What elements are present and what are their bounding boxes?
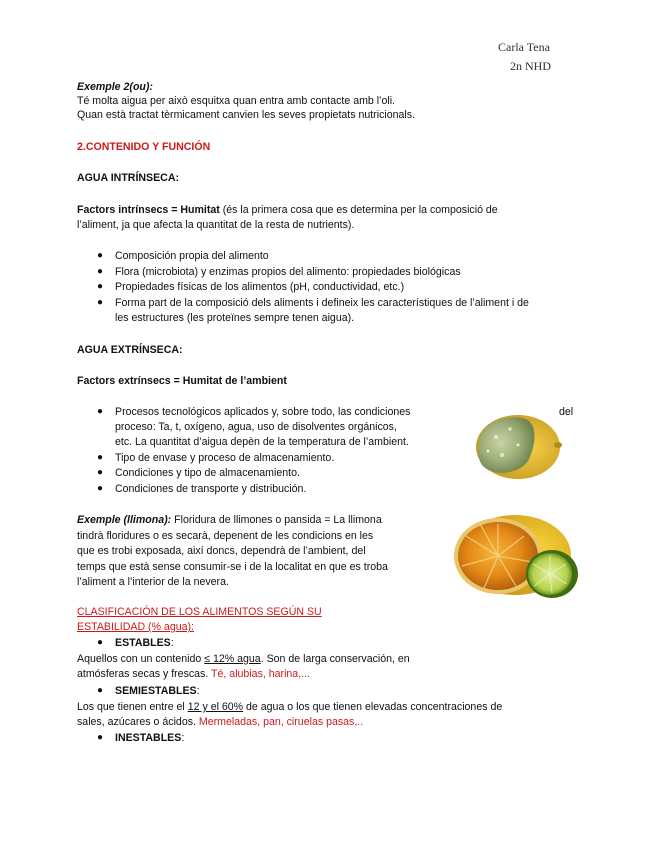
example2-line1: Té molta aigua per això esquitxa quan entra amb contacte amb l’oli. bbox=[77, 95, 395, 107]
estables-text-post: . Son de larga conservación, en bbox=[260, 653, 410, 665]
estables-examples: Té, alubias, harina,... bbox=[211, 668, 310, 680]
bullet-icon: ● bbox=[97, 297, 104, 308]
estables-text-2: atmósferas secas y frescas. bbox=[77, 668, 212, 680]
section-title: 2.CONTENIDO Y FUNCIÓN bbox=[77, 141, 211, 153]
example2-title: Exemple 2(ou): bbox=[77, 81, 153, 93]
semiestables-examples: Mermeladas, pan, ciruelas pasas,.. bbox=[198, 716, 364, 728]
semiestables-range: 12 y el 60% bbox=[187, 701, 244, 713]
list-item-text: Forma part de la composició dels aliments i defineix les característiques de l’aliment i de bbox=[115, 297, 529, 309]
dried-lemon-lime-image bbox=[440, 500, 580, 605]
example-llimona-line5: l’aliment a l’interior de la nevera. bbox=[77, 576, 229, 588]
bullet-icon: ● bbox=[97, 685, 104, 696]
example-llimona-line4: temps que està sense consumir-se i de la localitat en que es troba bbox=[77, 561, 388, 573]
clasificacion-title-line1: CLASIFICACIÓN DE LOS ALIMENTOS SEGÚN SU bbox=[77, 606, 322, 618]
list-item-text: Propiedades físicas de los alimentos (pH, conductividad, etc.) bbox=[115, 281, 405, 293]
inestables-label: ● INESTABLES: bbox=[97, 732, 185, 744]
agua-extrinseca-heading: AGUA EXTRÍNSECA: bbox=[77, 344, 183, 356]
list-item-text: Condiciones de transporte y distribución. bbox=[115, 483, 307, 495]
author-name: Carla Tena bbox=[498, 40, 550, 54]
agua-intrinseca-heading: AGUA INTRÍNSECA: bbox=[77, 172, 180, 184]
list-item bbox=[97, 466, 300, 480]
list-item-text: Composición propia del alimento bbox=[115, 250, 269, 262]
estables-text: Aquellos con un contenido bbox=[77, 653, 205, 665]
list-item bbox=[97, 265, 461, 279]
list-item bbox=[97, 280, 405, 294]
example2-line2: Quan està tractat tèrmicament canvien les seves propietats nutricionals. bbox=[77, 109, 415, 121]
bullet-icon: ● bbox=[97, 406, 104, 417]
bullet-icon: ● bbox=[97, 281, 104, 292]
semiestables-text-2: sales, azúcares o ácidos. bbox=[77, 716, 199, 728]
semiestables-line1 bbox=[77, 700, 502, 714]
factors-intrinsecs-line2: l’aliment, ja que afecta la quantitat de la resta de nutrients). bbox=[77, 219, 355, 231]
list-item bbox=[97, 296, 529, 310]
list-item-continuation: les estructures (les proteïnes sempre tenen aigua). bbox=[115, 312, 355, 324]
factors-intrinsecs-rest: (és la primera cosa que es determina per la composició de bbox=[219, 204, 498, 216]
bullet-icon: ● bbox=[97, 732, 104, 743]
factors-intrinsecs-line1 bbox=[77, 203, 498, 217]
semiestables-label-text: SEMIESTABLES bbox=[115, 685, 197, 697]
list-item-text: Flora (microbiota) y enzimas propios del alimento: propiedades biológicas bbox=[115, 266, 461, 278]
example-llimona-line2: tindrà floridures o es secarà, depenent de les condicions en les bbox=[77, 530, 374, 542]
estables-range: ≤ 12% agua bbox=[204, 653, 261, 665]
bullet-icon: ● bbox=[97, 266, 104, 277]
list-item-continuation: proceso: Ta, t, oxígeno, agua, uso de disolventes orgánicos, bbox=[115, 421, 397, 433]
bullet-icon: ● bbox=[97, 250, 104, 261]
estables-label: ● ESTABLES: bbox=[97, 637, 174, 649]
example-llimona-line1 bbox=[77, 513, 382, 527]
list-item bbox=[97, 249, 269, 263]
semiestables-text-post: de agua o los que tienen elevadas concentraciones de bbox=[243, 701, 503, 713]
example-llimona-line3: que es trobi exposada, així doncs, dependrà de l’ambient, del bbox=[77, 545, 366, 557]
bullet-icon: ● bbox=[97, 637, 104, 648]
list-item-text: Condiciones y tipo de almacenamiento. bbox=[115, 467, 300, 479]
list-item-continuation: etc. La quantitat d’aigua depèn de la temperatura de l’ambient. bbox=[115, 436, 409, 448]
list-item bbox=[97, 482, 307, 496]
moldy-lemon-image bbox=[466, 405, 566, 485]
inestables-label-text: INESTABLES bbox=[115, 732, 182, 744]
list-item-text: Procesos tecnológicos aplicados y, sobre todo, las condiciones bbox=[115, 406, 411, 418]
semiestables-label: ● SEMIESTABLES: bbox=[97, 685, 200, 697]
estables-line1 bbox=[77, 652, 410, 666]
example-llimona-text: Floridura de llimones o pansida = La llimona bbox=[171, 514, 382, 526]
list-item bbox=[97, 451, 335, 465]
example-llimona-title: Exemple (llimona): bbox=[77, 514, 172, 526]
course-label: 2n NHD bbox=[510, 59, 551, 73]
list-item-text: Tipo de envase y proceso de almacenamiento. bbox=[115, 452, 335, 464]
semiestables-line2 bbox=[77, 715, 363, 729]
factors-intrinsecs-bold: Factors intrínsecs = Humitat bbox=[77, 204, 220, 216]
list-item-text-end: del bbox=[559, 406, 574, 418]
bullet-icon: ● bbox=[97, 452, 104, 463]
bullet-icon: ● bbox=[97, 467, 104, 478]
list-item bbox=[97, 405, 411, 419]
estables-line2 bbox=[77, 667, 310, 681]
semiestables-text: Los que tienen entre el bbox=[77, 701, 188, 713]
estables-label-text: ESTABLES bbox=[115, 637, 171, 649]
factors-extrinsecs: Factors extrínsecs = Humitat de l’ambient bbox=[77, 375, 287, 387]
bullet-icon: ● bbox=[97, 483, 104, 494]
clasificacion-title-line2: ESTABILIDAD (% agua): bbox=[77, 621, 194, 633]
